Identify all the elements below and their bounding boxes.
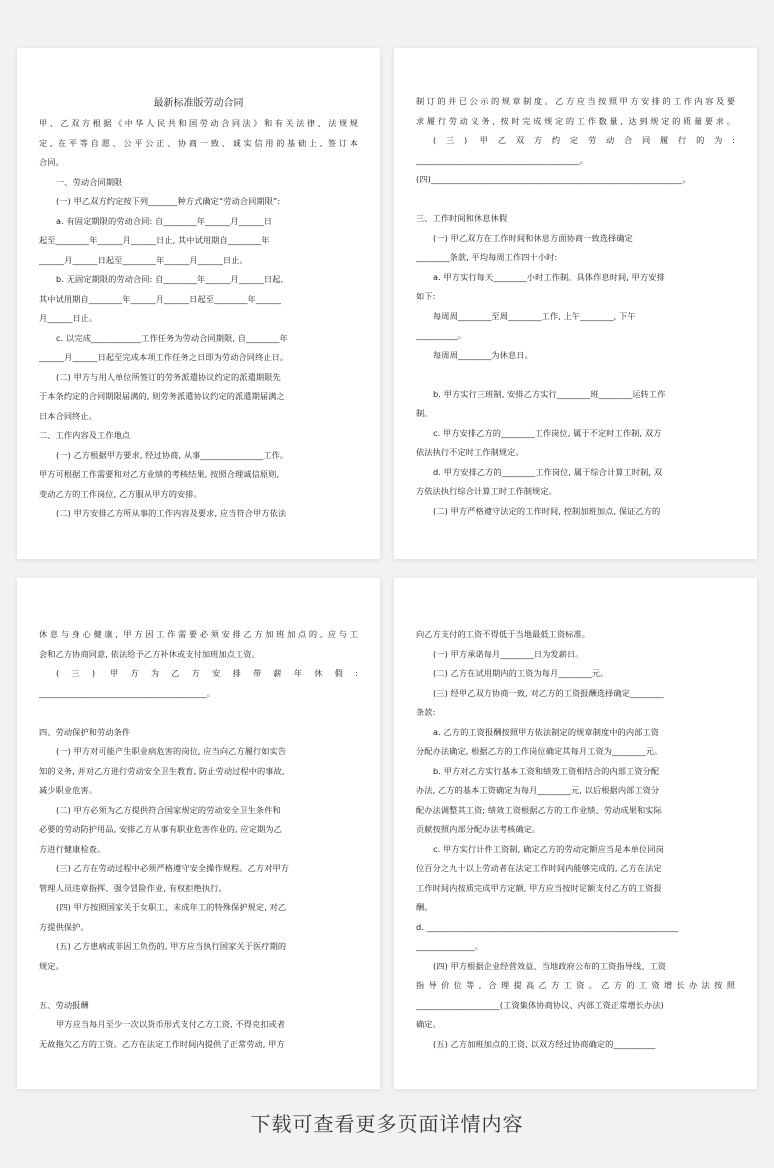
text-line: (四)____________________________________________________________。 [416, 174, 691, 184]
text-line: 无故拖欠乙方的工资。乙方在法定工作时间内提供了正常劳动, 甲方 [39, 1038, 285, 1049]
section-heading: 二、工作内容及工作地点 [39, 430, 131, 440]
text-line: (二) 甲方严格遵守法定的工作时间, 控制加班加点, 保证乙方的 [433, 505, 661, 516]
text-line: (四) 甲方根据企业经营效益、当地政府公布的工资指导线、工资 [433, 960, 667, 971]
section-heading: 一、劳动合同期限 [56, 176, 123, 187]
text-line: ______月______日起至________年______月______日止。 [39, 254, 248, 265]
text-line: (四) 甲方按照国家关于女职工、未成年工的特殊保护规定, 对乙 [56, 902, 287, 912]
section-heading: 五、劳动报酬 [39, 999, 89, 1010]
text-line: 方进行健康检查。 [39, 843, 106, 854]
text-line: 向乙方支付的工资不得低于当地最低工资标准。 [416, 629, 591, 639]
text-line: 方提供保护。 [39, 921, 89, 932]
text-line: 制订的并已公示的规章制度。乙方应当按照甲方安排的工作内容及要 [416, 96, 735, 106]
text-line: 贡献按照内部分配办法考核确定。 [416, 824, 541, 834]
text-line: (三) 乙方在劳动过程中必须严格遵守安全操作规程。乙方对甲方 [56, 863, 290, 873]
text-line: d. ____________________________________________________________ [416, 921, 679, 932]
text-line: 制。 [416, 408, 433, 418]
text-line: 减少职业危害。 [39, 785, 98, 795]
text-line: 办法, 乙方的基本工资确定为每月________元, 以后根据内部工资分 [416, 785, 660, 795]
text-line: 规定。 [39, 960, 64, 971]
blank-line [416, 365, 735, 385]
document-page-1 [17, 48, 380, 559]
text-line: (二) 甲方与用人单位所签订的劳务派遣协议约定的派遣期限先 [56, 371, 281, 382]
text-line: __________。 [416, 330, 467, 340]
text-line: (一) 甲乙双方约定按下列_______种方式确定“劳动合同期限”: [56, 196, 281, 206]
text-line: 定, 在平等自愿、公平公正、协商一致、诚实信用的基础上, 签订本 [39, 137, 358, 148]
text-line: (二) 甲方安排乙方所从事的工作内容及要求, 应当符合甲方依法 [56, 508, 287, 518]
text-line: 合同。 [39, 157, 64, 167]
text-line: b. 甲方实行三班制, 安排乙方实行________班________运转工作 [433, 388, 666, 399]
text-line: 依法执行不定时工作制规定。 [416, 447, 524, 457]
text-line: a. 有固定期限的劳动合同: 自________年______月______日 [56, 215, 272, 226]
text-line: 月______日止。 [39, 313, 98, 323]
text-line: b. 甲方对乙方实行基本工资和绩效工资相结合的内部工资分配 [433, 765, 660, 776]
text-line: 甲方可根据工作需要和对乙方业绩的考核结果, 按照合理诚信原则, [39, 469, 280, 479]
text-line: 求履行劳动义务, 按时完成规定的工作数量, 达到规定的质量要求。 [416, 115, 735, 126]
text-line: 位百分之九十以上劳动者在法定工作时间内能够完成的, 乙方在法定 [416, 863, 662, 873]
section-heading: 四、劳动保护和劳动条件 [39, 726, 131, 737]
text-line: 甲方应当每月至少一次以货币形式支付乙方工资, 不得克扣或者 [56, 1019, 286, 1029]
section-heading: 三、工作时间和休息休假 [416, 213, 508, 223]
text-line: (三) 经甲乙双方协商一致, 对乙方的工资报酬选择确定________ [433, 687, 664, 698]
text-line: a. 乙方的工资报酬按照甲方依法制定的规章制度中的内部工资 [433, 726, 659, 737]
document-page-3 [17, 578, 380, 1089]
text-line: (一) 甲方对可能产生职业病危害的岗位, 应当向乙方履行如实告 [56, 746, 287, 756]
text-line: (五) 乙方患病或非因工负伤的, 甲方应当执行国家关于医疗期的 [56, 941, 287, 951]
text-line: 每周周________至周________工作, 上午________, 下午 [433, 310, 636, 321]
document-title: 最新标准版劳动合同 [153, 98, 244, 109]
document-page-2 [394, 48, 757, 559]
text-line: ______________。 [416, 941, 483, 951]
text-line: (一) 甲乙双方在工作时间和休息方面协商一致选择确定 [433, 232, 633, 243]
text-line: d. 甲方安排乙方的________工作岗位, 属于综合计算工时制, 双 [433, 466, 663, 477]
text-line: 于本条约定的合同期限届满的, 则劳务派遣协议约定的派遣期届满之 [39, 391, 285, 401]
text-line: 分配办法确定, 根据乙方的工作岗位确定其每月工资为________元。 [416, 746, 663, 756]
blank-line [39, 976, 358, 996]
text-line: 条款: [416, 707, 436, 717]
text-line: 每周周________为休息日。 [433, 349, 533, 360]
document-page-4 [394, 578, 757, 1089]
text-line: _______________________________________。 [416, 154, 588, 165]
text-line: ____________________(工资集体协商协议、内部工资正常增长办法) [416, 999, 664, 1010]
text-line: ________条款, 平均每周工作四十小时: [416, 252, 558, 262]
text-line: (五) 乙方加班加点的工资, 以双方经过协商确定的__________ [433, 1038, 656, 1049]
text-line: 休息与身心健康, 甲方因工作需要必须安排乙方加班加点的, 应与工 [39, 629, 358, 639]
text-line: 变动乙方的工作岗位, 乙方服从甲方的安排。 [39, 488, 202, 499]
text-line: (三) 甲方为乙方安排带薪年休假: [56, 668, 358, 678]
text-line: 其中试用期自________年______月______日起至________年______ [39, 293, 282, 304]
text-line: ______月______日起至完成本项工作任务之日即为劳动合同终止日。 [39, 352, 289, 362]
blank-line [416, 190, 735, 210]
download-more-caption: 下载可查看更多页面详情内容 [250, 1112, 524, 1136]
text-line: b. 无固定期限的劳动合同: 自________年______月______日起, [56, 274, 284, 284]
text-line: 甲、乙双方根据《中华人民共和国劳动合同法》和有关法律、法规规 [39, 118, 358, 128]
text-line: 起至________年______月______日止, 其中试用期自________年 [39, 235, 270, 245]
text-line: 方依法执行综合计算工时工作制规定。 [416, 486, 557, 496]
text-line: (一) 乙方根据甲方要求, 经过协商, 从事_______________工作。 [56, 449, 289, 460]
text-line: 必要的劳动防护用品, 安排乙方从事有职业危害作业的, 应定期为乙 [39, 824, 282, 834]
text-line: a. 甲方实行每天________小时工作制。具体作息时间, 甲方安排 [433, 271, 665, 282]
text-line: 如下: [416, 291, 436, 301]
text-line: c. 甲方实行计件工资制, 确定乙方的劳动定额应当是本单位同岗 [433, 843, 664, 854]
text-line: 会和乙方协商同意, 依法给予乙方补休或支付加班加点工资。 [39, 648, 260, 659]
text-line: 工作时间内按质完成甲方定额, 甲方应当按时足额支付乙方的工资报 [416, 882, 662, 893]
text-line: 日本合同终止。 [39, 410, 98, 421]
text-line: c. 以完成____________工作任务为劳动合同期限, 自________年 [56, 332, 288, 343]
text-line: c. 甲方安排乙方的________工作岗位, 属于不定时工作制, 双方 [433, 427, 662, 438]
text-line: 确定。 [416, 1019, 441, 1029]
text-line: 管理人员违章指挥、强令冒险作业, 有权拒绝执行。 [39, 882, 227, 893]
blank-line [39, 703, 358, 723]
text-line: (一) 甲方承诺每月________日为发薪日。 [433, 648, 584, 659]
text-line: 酬。 [416, 902, 433, 912]
text-line: (三) 甲乙双方约定劳动合同履行的为: [433, 135, 735, 145]
text-line: (二) 乙方在试用期内的工资为每月________元。 [433, 668, 609, 678]
text-line: ________________________________________。 [39, 687, 216, 698]
text-line: (二) 甲方必须为乙方提供符合国家规定的劳动安全卫生条件和 [56, 804, 281, 815]
text-line: 配办法调整其工资; 绩效工资根据乙方的工作业绩、劳动成果和实际 [416, 804, 662, 815]
text-line: 知的义务, 并对乙方进行劳动安全卫生教育, 防止劳动过程中的事故, [39, 765, 285, 776]
text-line: 指导价位等, 合理提高乙方工资。乙方的工资增长办法按照 [416, 980, 735, 990]
